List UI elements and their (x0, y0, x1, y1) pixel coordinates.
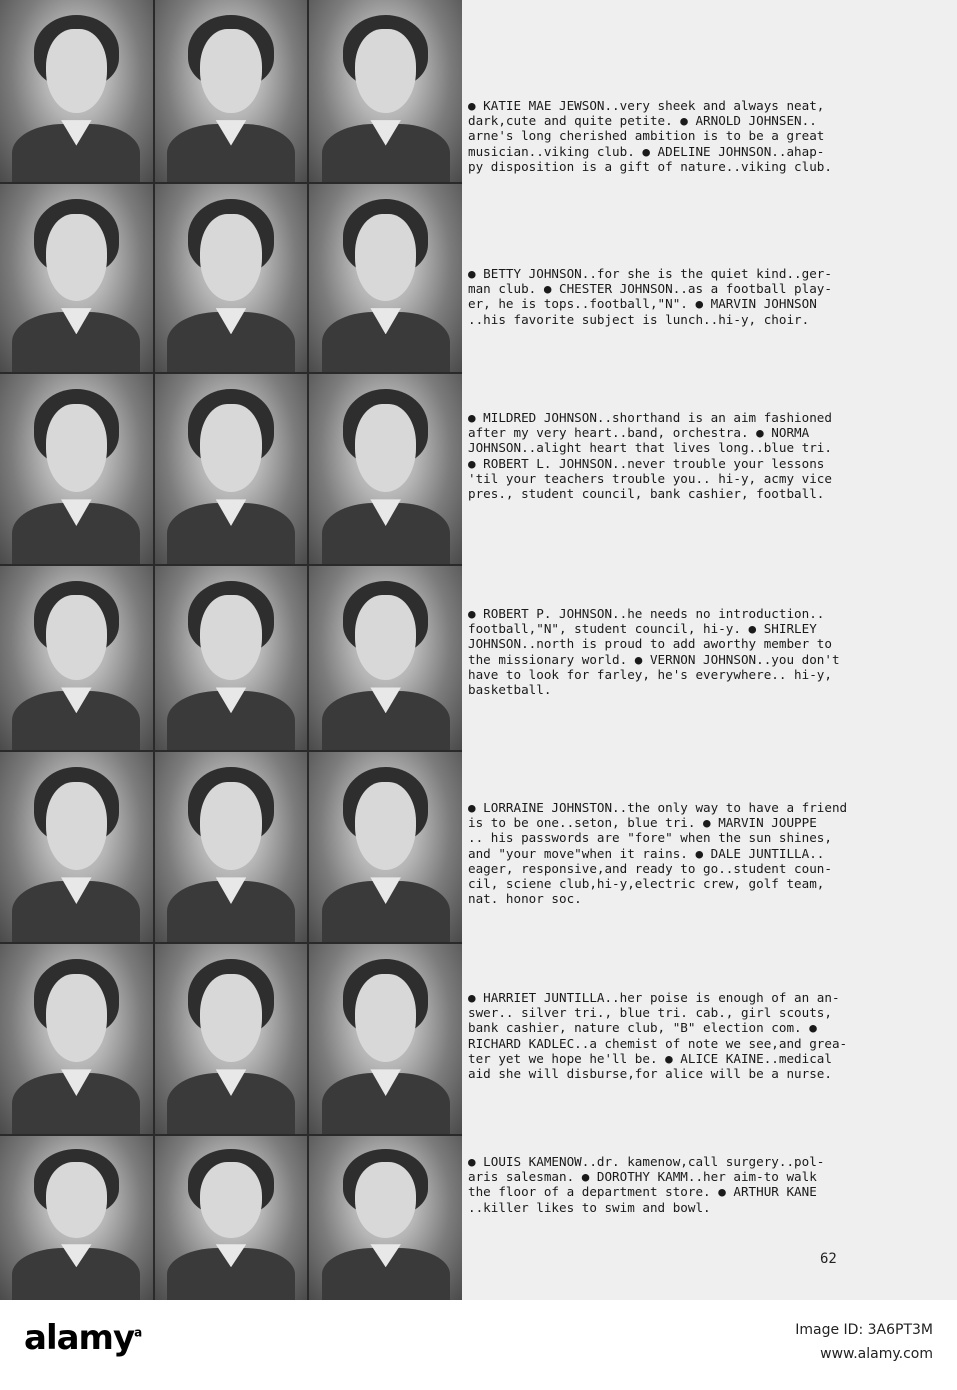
portrait-photo (155, 0, 308, 182)
portrait-photo (155, 566, 308, 750)
portrait-photo (155, 374, 308, 564)
portrait-photo (0, 944, 153, 1134)
caption-block: ● LORRAINE JOHNSTON..the only way to have a friend is to be one..seton, blue tri. ● MARVIN JOUPPE .. his passwords are "fore" when the sun shines, and "your move"when it rains. ● DALE JUNTILLA.. eager, responsive,and ready to go..student coun- cil, sciene club,hi-y,electric crew, golf team, nat. honor soc. (468, 800, 848, 907)
portrait-photo (309, 566, 462, 750)
photo-grid (0, 0, 462, 1300)
photo-row (0, 944, 462, 1134)
image-id: Image ID: 3A6PT3M (795, 1322, 933, 1338)
portrait-photo (309, 374, 462, 564)
portrait-photo (0, 752, 153, 942)
portrait-photo (155, 184, 308, 372)
caption-block: ● LOUIS KAMENOW..dr. kamenow,call surgery..pol- aris salesman. ● DOROTHY KAMM..her aim-to walk the floor of a department store. ● ARTHUR KANE ..killer likes to swim and bowl. (468, 1154, 825, 1215)
portrait-photo (0, 0, 153, 182)
photo-row (0, 374, 462, 564)
portrait-photo (0, 374, 153, 564)
caption-block: ● KATIE MAE JEWSON..very sheek and always neat, dark,cute and quite petite. ● ARNOLD JOHNSEN.. arne's long cherished ambition is to be a great musician..viking club. ● ADELINE JOHNSON..ahap- py disposition is a gift of nature..viking club. (468, 98, 832, 174)
photo-row (0, 1136, 462, 1300)
site-url: www.alamy.com (820, 1346, 933, 1362)
portrait-photo (309, 0, 462, 182)
portrait-photo (155, 1136, 308, 1300)
portrait-photo (309, 184, 462, 372)
alamy-logo: alamy$^a$ (24, 1318, 142, 1358)
portrait-photo (309, 1136, 462, 1300)
caption-block: ● ROBERT P. JOHNSON..he needs no introduction.. football,"N", student council, hi-y. ● SHIRLEY JOHNSON..north is proud to add aworthy member to the missionary world. ● VERNON JOHNSON..you don't have to look for farley, he's everywhere.. hi-y, basketball. (468, 606, 840, 698)
caption-block: ● BETTY JOHNSON..for she is the quiet kind..ger- man club. ● CHESTER JOHNSON..as a football play- er, he is tops..football,"N". ● MARVIN JOHNSON ..his favorite subject is lunch..hi-y, choir. (468, 266, 832, 327)
page-number: 62 (820, 1251, 837, 1267)
stock-footer (0, 1300, 957, 1390)
photo-row (0, 566, 462, 750)
photo-row (0, 0, 462, 182)
portrait-photo (0, 184, 153, 372)
caption-block: ● HARRIET JUNTILLA..her poise is enough of an an- swer.. silver tri., blue tri. cab., girl scouts, bank cashier, nature club, "B" election com. ● RICHARD KADLEC..a chemist of note we see,and grea- ter yet we hope he'll be. ● ALICE KAINE..medical aid she will disburse,for alice will be a nurse. (468, 990, 848, 1082)
portrait-photo (0, 1136, 153, 1300)
image-id-block (795, 1322, 933, 1362)
portrait-photo (155, 944, 308, 1134)
caption-block: ● MILDRED JOHNSON..shorthand is an aim fashioned after my very heart..band, orchestra. ● NORMA JOHNSON..alight heart that lives long..blue tri. ● ROBERT L. JOHNSON..never trouble your lessons 'til your teachers trouble you.. hi-y, acmy vice pres., student council, bank cashier, football. (468, 410, 832, 502)
photo-row (0, 184, 462, 372)
portrait-photo (155, 752, 308, 942)
portrait-photo (0, 566, 153, 750)
photo-row (0, 752, 462, 942)
portrait-photo (309, 752, 462, 942)
portrait-photo (309, 944, 462, 1134)
